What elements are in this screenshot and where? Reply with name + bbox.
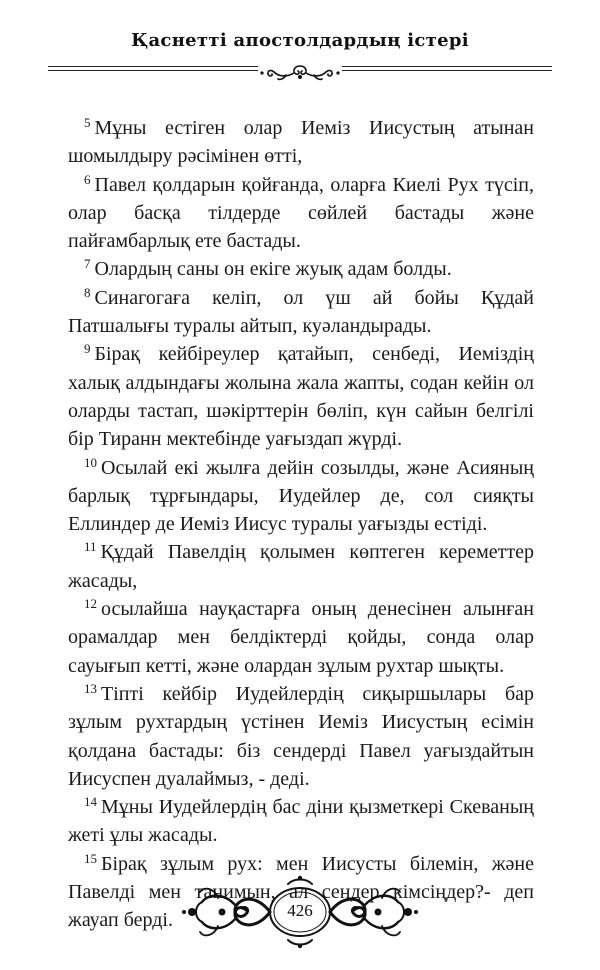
verse-12 [68, 595, 534, 680]
verse-number: 5 [84, 115, 91, 130]
verse-5 [68, 114, 534, 171]
verse-number: 6 [84, 171, 91, 187]
verse-text: Тіпті кейбір Иудейлердің сиқыршылары бар зұлым рухтардың үстінен Иеміз Иисустың есімін қолдана бастады: біз сендерді Павел уағыздайтын Иисуспен дуалаймыз, - деді. [68, 682, 534, 790]
verse-7 [68, 255, 534, 283]
verse-10 [68, 454, 534, 539]
verse-text: Синагогаға келіп, ол үш ай бойы Құдай Патшалығы туралы айтып, куәландырады. [68, 286, 534, 338]
verse-text: Павел қолдарын қойғанда, оларға Киелі Рух түсіп, олар басқа тілдерде сөйлей бастады және пайғамбарлық ете бастады. [68, 173, 534, 253]
verse-number: 10 [84, 454, 97, 470]
verse-number: 7 [84, 256, 91, 272]
verse-number: 8 [84, 284, 91, 300]
verse-6 [68, 171, 534, 256]
verse-text: Олардың саны он екіге жуық адам болды. [94, 258, 452, 281]
page-number: 426 [287, 901, 313, 920]
verse-14 [68, 793, 534, 850]
verse-11 [68, 538, 534, 595]
verse-number: 11 [84, 539, 97, 555]
verse-text-block [68, 114, 534, 935]
verse-number: 9 [84, 341, 91, 357]
verse-number: 12 [84, 596, 97, 612]
verse-9 [68, 340, 534, 453]
running-head-title: Қаснетті апостолдардың істері [131, 30, 469, 51]
verse-number: 14 [84, 794, 97, 810]
verse-8 [68, 284, 534, 341]
verse-number: 15 [84, 850, 97, 866]
header-flourish-icon [258, 62, 342, 84]
verse-text: Осылай екі жылға дейін созылды, және Асияның барлық тұрғындары, Иудейлер де, сол сияқты Еллиндер де Иеміз Иисус туралы уағызды естіді. [68, 456, 534, 536]
verse-13 [68, 680, 534, 793]
verse-number: 13 [84, 680, 97, 696]
verse-text: Мұны Иудейлердің бас діни қызметкері Скеваның жеті ұлы жасады. [68, 796, 534, 847]
verse-text: Құдай Павелдің қолымен көптеген кереметтер жасады, [68, 541, 534, 592]
verse-text: Бірақ зұлым рух: мен Иисусты білемін, және Павелді мен танимын, ал сендер кімсіңдер?- деп жауап берді. [68, 852, 534, 932]
verse-text: осылайша науқастарға оның денесінен алынған орамалдар мен белдіктерді қойды, сонда олар сауығып кетті, және олардан зұлым рухтар шықты. [68, 598, 534, 677]
verse-text: Мұны естіген олар Иеміз Иисустың атынан шомылдыру рәсімінен өтті, [68, 117, 534, 168]
verse-text: Бірақ кейбіреулер қатайып, сенбеді, Иеміздің халық алдындағы жолына жала жапты, содан кейін ол оларды тастап, шәкірттерін бөліп, күн сайын белгілі бір Тиранн мектебінде уағыздап жүрді. [68, 343, 534, 451]
